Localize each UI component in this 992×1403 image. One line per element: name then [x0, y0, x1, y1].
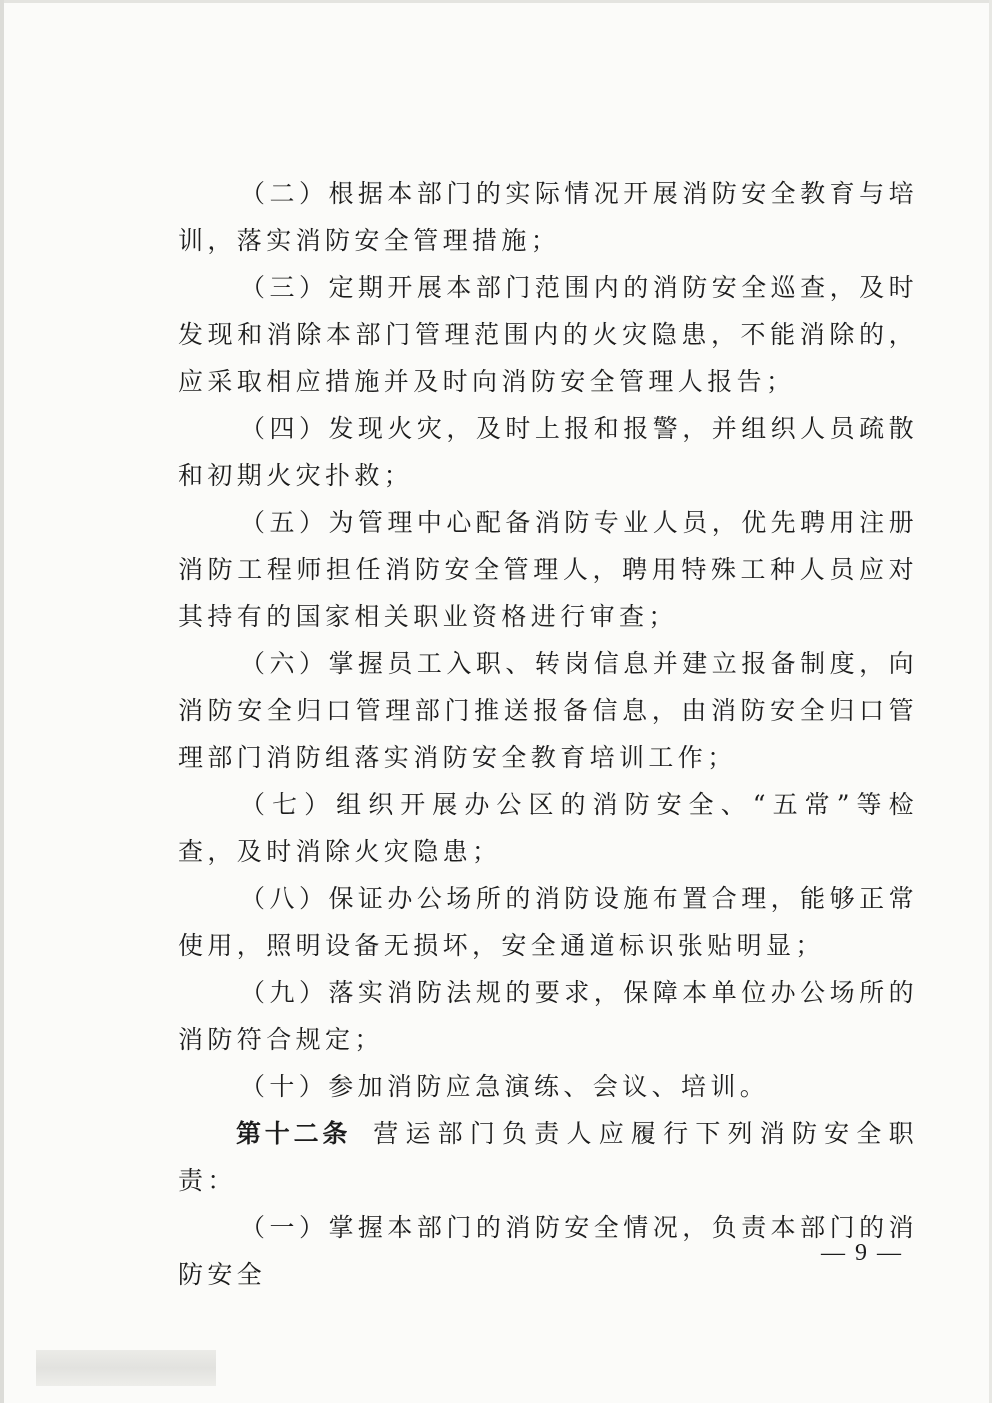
paragraph-item-6: （六）掌握员工入职、转岗信息并建立报备制度，向消防安全归口管理部门推送报备信息，由消防安全归口管理部门消防组落实消防安全教育培训工作；: [178, 649, 918, 772]
paragraph-item-3: （三）定期开展本部门范围内的消防安全巡查，及时发现和消除本部门管理范围内的火灾隐患，不能消除的，应采取相应措施并及时向消防安全管理人报告；: [178, 273, 918, 396]
article-number: 第十二条: [236, 1119, 352, 1148]
paragraph-item-1: （一）掌握本部门的消防安全情况，负责本部门的消防安全: [178, 1213, 918, 1289]
document-body: [178, 170, 918, 1298]
paragraph-item-10: （十）参加消防应急演练、会议、培训。: [240, 1072, 770, 1101]
scan-edge-top: [0, 0, 992, 3]
paragraph-item-9: （九）落实消防法规的要求，保障本单位办公场所的消防符合规定；: [178, 978, 918, 1054]
paragraph-item-5: （五）为管理中心配备消防专业人员，优先聘用注册消防工程师担任消防安全管理人，聘用特殊工种人员应对其持有的国家相关职业资格进行审查；: [178, 508, 918, 631]
scan-smudge: [36, 1350, 216, 1386]
article-text: 营运部门负责人应履行下列消防安全职责：: [178, 1119, 918, 1195]
scan-edge-left: [0, 0, 4, 1403]
paragraph-item-7: （七）组织开展办公区的消防安全、“五常”等检查，及时消除火灾隐患；: [178, 790, 918, 866]
paragraph-item-8: （八）保证办公场所的消防设施布置合理，能够正常使用，照明设备无损坏，安全通道标识张贴明显；: [178, 884, 918, 960]
paragraph-item-2: （二）根据本部门的实际情况开展消防安全教育与培训，落实消防安全管理措施；: [178, 179, 918, 255]
paragraph-item-4: （四）发现火灾，及时上报和报警，并组织人员疏散和初期火灾扑救；: [178, 414, 918, 490]
article-12: [178, 1110, 918, 1204]
page-number: — 9 —: [821, 1240, 903, 1266]
